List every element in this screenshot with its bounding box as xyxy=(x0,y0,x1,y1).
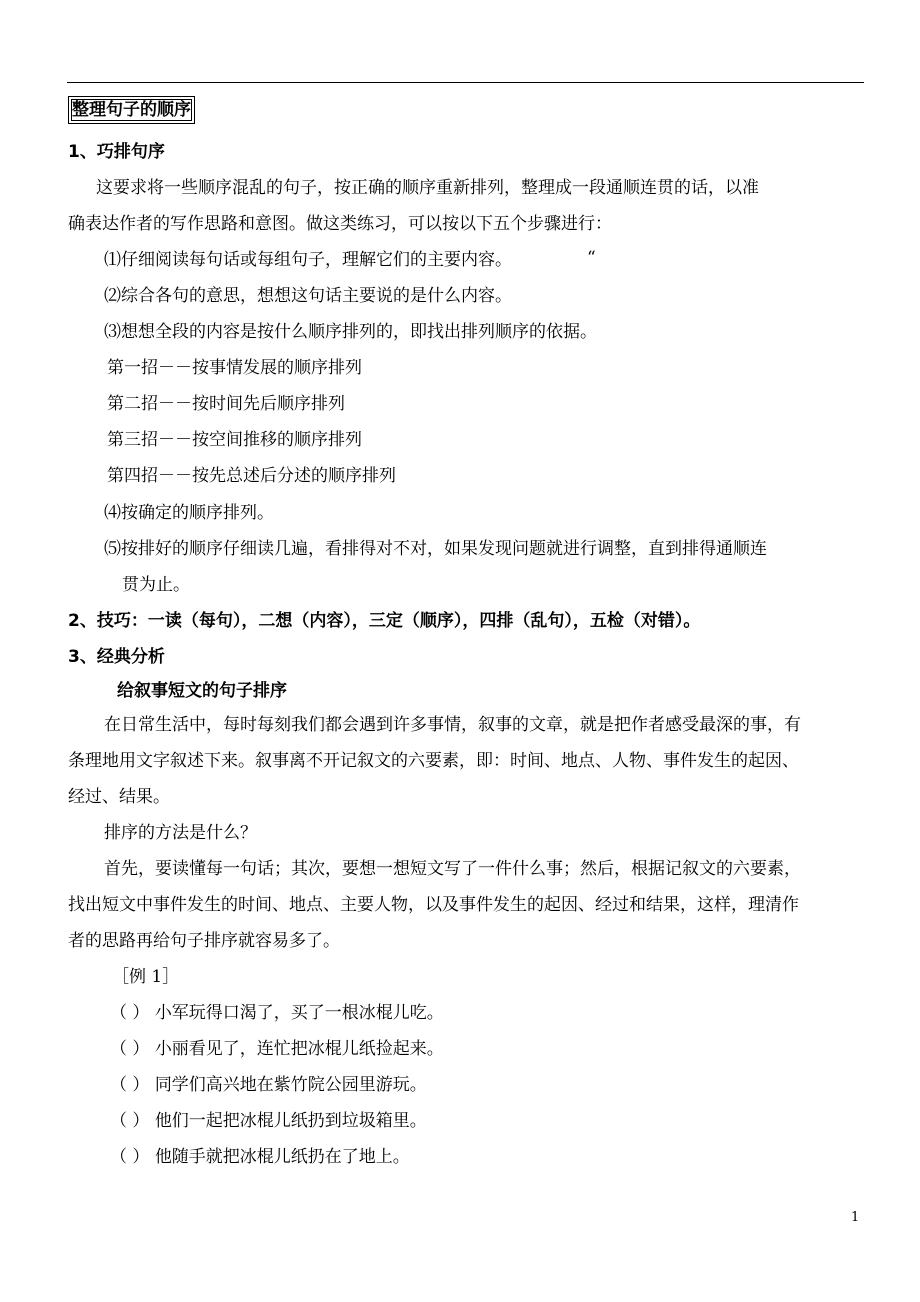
tip-4: 第四招－－按先总述后分述的顺序排列 xyxy=(107,466,396,486)
tip-2: 第二招－－按时间先后顺序排列 xyxy=(107,394,345,414)
question-line: 排序的方法是什么？ xyxy=(104,823,257,843)
example-item xyxy=(110,1002,444,1024)
example-item xyxy=(110,1038,444,1060)
step-2: ⑵综合各句的意思，想想这句话主要说的是什么内容。 xyxy=(104,286,512,306)
answer-blank[interactable]: （ ） xyxy=(110,1003,150,1023)
example-item xyxy=(110,1146,410,1168)
section1-intro-line1: 这要求将一些顺序混乱的句子，按正确的顺序重新排列，整理成一段通顺连贯的话，以准 xyxy=(96,178,759,198)
answer-blank[interactable]: （ ） xyxy=(110,1147,150,1167)
para2-line1: 首先，要读懂每一句话；其次，要想一想短文写了一件什么事；然后，根据记叙文的六要素， xyxy=(104,859,801,879)
page-number: 1 xyxy=(851,1210,860,1225)
step-5-line2: 贯为止。 xyxy=(122,575,190,595)
step-5-line1: ⑸按排好的顺序仔细读几遍，看排得对不对，如果发现问题就进行调整，直到排得通顺连 xyxy=(104,539,767,559)
section3-subheading: 给叙事短文的句子排序 xyxy=(117,681,287,701)
header-rule xyxy=(67,82,864,83)
section3-heading: 3、经典分析 xyxy=(68,647,165,667)
example-item xyxy=(110,1074,427,1096)
para1-line2: 条理地用文字叙述下来。叙事离不开记叙文的六要素，即：时间、地点、人物、事件发生的起因、 xyxy=(68,751,799,771)
step-3: ⑶想想全段的内容是按什么顺序排列的，即找出排列顺序的依据。 xyxy=(104,322,597,342)
para2-line3: 者的思路再给句子排序就容易多了。 xyxy=(68,931,340,951)
document-title: 整理句子的顺序 xyxy=(68,96,195,124)
section1-heading: 1、巧排句序 xyxy=(68,142,165,162)
example-item-text: 他随手就把冰棍儿纸扔在了地上。 xyxy=(154,1147,410,1167)
example-label: ［例 1］ xyxy=(112,967,180,987)
step-1: ⑴仔细阅读每句话或每组句子，理解它们的主要内容。 xyxy=(104,250,512,270)
example-item-text: 同学们高兴地在紫竹院公园里游玩。 xyxy=(154,1075,427,1095)
para1-line1: 在日常生活中，每时每刻我们都会遇到许多事情，叙事的文章，就是把作者感受最深的事，有 xyxy=(104,715,801,735)
answer-blank[interactable]: （ ） xyxy=(110,1111,150,1131)
tip-3: 第三招－－按空间推移的顺序排列 xyxy=(107,430,362,450)
section1-intro-line2: 确表达作者的写作思路和意图。做这类练习，可以按以下五个步骤进行： xyxy=(68,214,612,234)
example-item-text: 小丽看见了，连忙把冰棍儿纸捡起来。 xyxy=(154,1039,444,1059)
stray-quote-mark: “ xyxy=(587,248,596,268)
step-4: ⑷按确定的顺序排列。 xyxy=(104,503,274,523)
para1-line3: 经过、结果。 xyxy=(68,787,170,807)
section2-heading: 2、技巧：一读（每句），二想（内容），三定（顺序），四排（乱句），五检（对错）。 xyxy=(68,611,701,631)
para2-line2: 找出短文中事件发生的时间、地点、主要人物，以及事件发生的起因、经过和结果，这样，理清作 xyxy=(68,895,799,915)
answer-blank[interactable]: （ ） xyxy=(110,1039,150,1059)
example-item-text: 他们一起把冰棍儿纸扔到垃圾箱里。 xyxy=(154,1111,427,1131)
tip-1: 第一招－－按事情发展的顺序排列 xyxy=(107,358,362,378)
example-item-text: 小军玩得口渴了，买了一根冰棍儿吃。 xyxy=(154,1003,444,1023)
example-item xyxy=(110,1110,427,1132)
answer-blank[interactable]: （ ） xyxy=(110,1075,150,1095)
